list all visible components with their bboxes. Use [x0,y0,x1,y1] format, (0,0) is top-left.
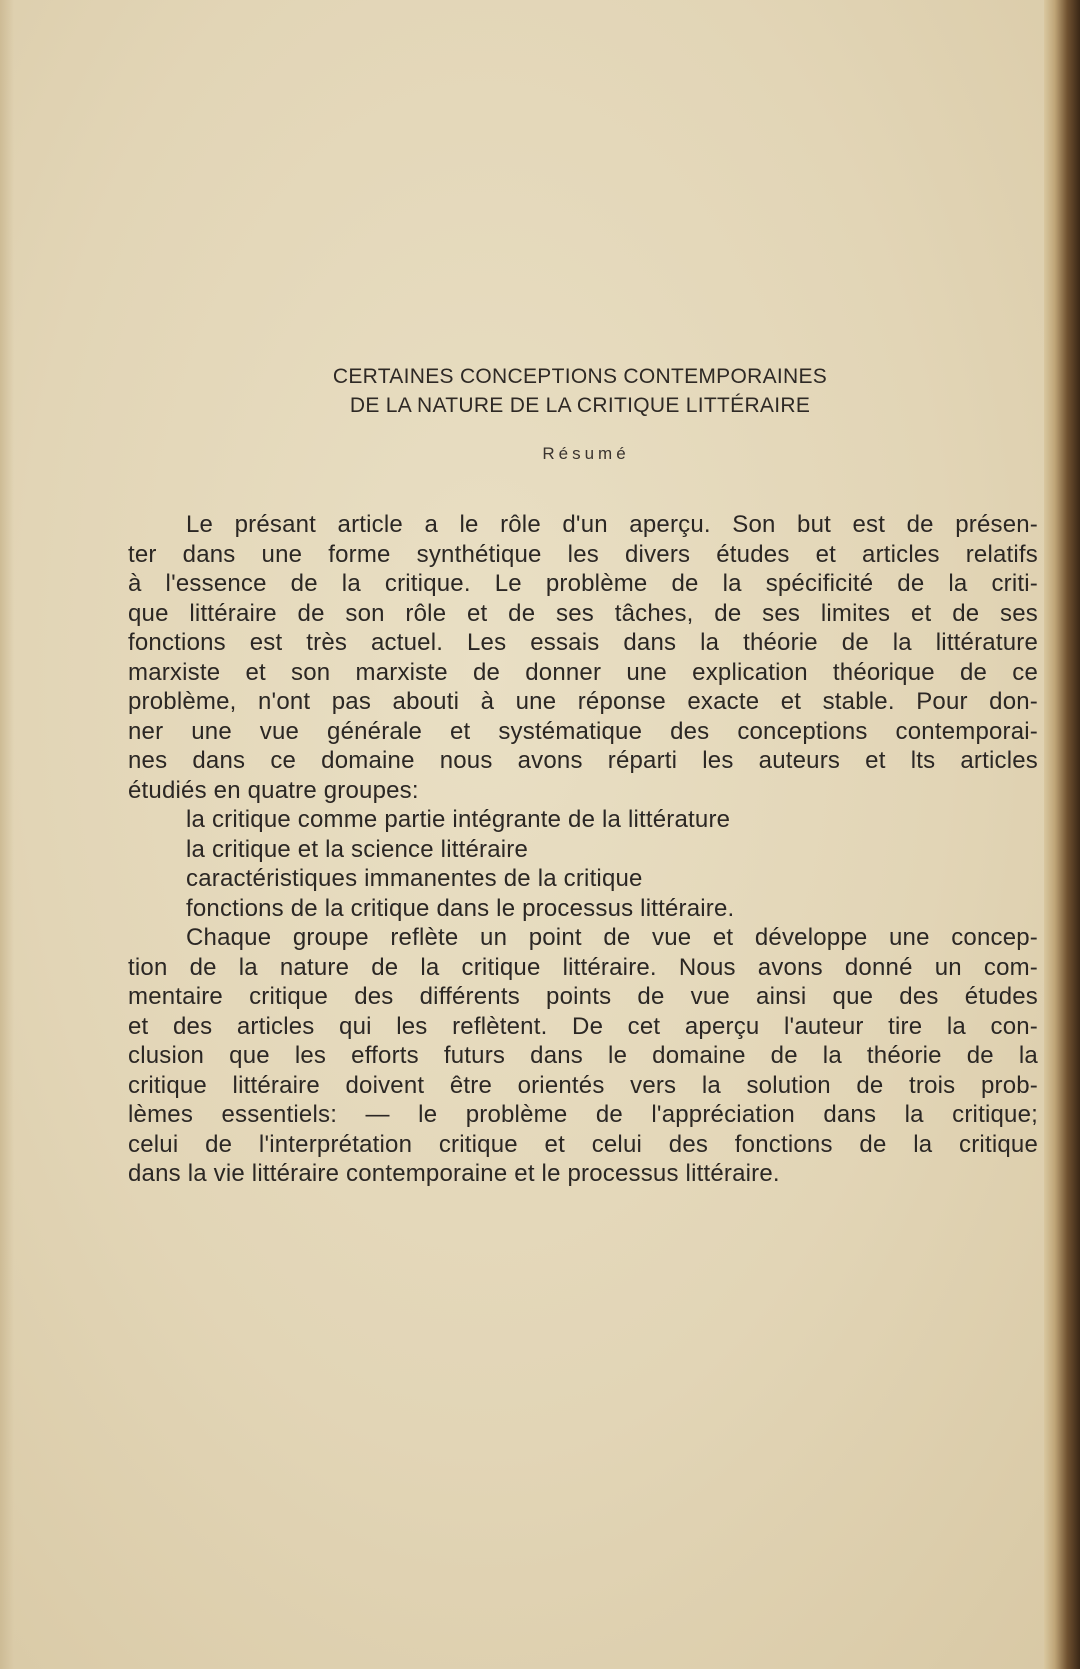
paragraph1-line: Le présant article a le rôle d'un aperçu. Son but est de présen- [186,511,1038,538]
page-left-edge [0,0,14,1669]
paragraph1-line: marxiste et son marxiste de donner une explication théorique de ce [128,658,1038,686]
article-title [130,362,1030,420]
paragraph1-line: problème, n'ont pas abouti à une réponse exacte et stable. Pour don- [128,688,1038,715]
paragraph2-line: Chaque groupe reflète un point de vue et développe une concep- [186,924,1038,951]
paragraph2-line: mentaire critique des différents points de vue ainsi que des études [128,983,1038,1010]
paragraph1-line: étudiés en quatre groupes: [128,776,419,804]
paragraph1-line: nes dans ce domaine nous avons réparti les auteurs et lts articles [128,747,1038,774]
paragraph2-line: critique littéraire doivent être orientés vers la solution de trois prob- [128,1071,1038,1099]
paragraph1-line: à l'essence de la critique. Le problème de la spécificité de la criti- [128,570,1038,597]
summary-body [128,510,1038,1189]
paragraph1-line: ner une vue générale et systématique des conceptions contemporai- [128,717,1038,745]
paragraph2-line: tion de la nature de la critique littéraire. Nous avons donné un com- [128,953,1038,981]
title-line-1: CERTAINES CONCEPTIONS CONTEMPORAINES [332,365,828,388]
book-spine-edge [1044,0,1080,1669]
paragraph2-line: lèmes essentiels: — le problème de l'appréciation dans la critique; [128,1101,1038,1128]
group-item: caractéristiques immanentes de la critique [186,865,643,892]
group-item: la critique comme partie intégrante de la littérature [186,806,731,833]
title-line-2: DE LA NATURE DE LA CRITIQUE LITTÉRAIRE [349,394,811,417]
paragraph2-line: dans la vie littéraire contemporaine et le processus littéraire. [128,1160,780,1187]
paragraph1-line: que littéraire de son rôle et de ses tâches, de ses limites et de ses [128,599,1038,627]
group-item: fonctions de la critique dans le processus littéraire. [186,894,735,922]
paragraph2-line: et des articles qui les reflètent. De cet aperçu l'auteur tire la con- [128,1012,1038,1040]
paragraph1-line: ter dans une forme synthétique les divers études et articles relatifs [128,540,1038,568]
section-label: Résumé [542,444,630,463]
group-item: la critique et la science littéraire [186,835,529,863]
paragraph2-line: clusion que les efforts futurs dans le domaine de la théorie de la [128,1042,1038,1069]
paragraph1-line: fonctions est très actuel. Les essais dans la théorie de la littérature [128,629,1038,656]
paragraph2-line: celui de l'interprétation critique et celui des fonctions de la critique [128,1130,1038,1158]
